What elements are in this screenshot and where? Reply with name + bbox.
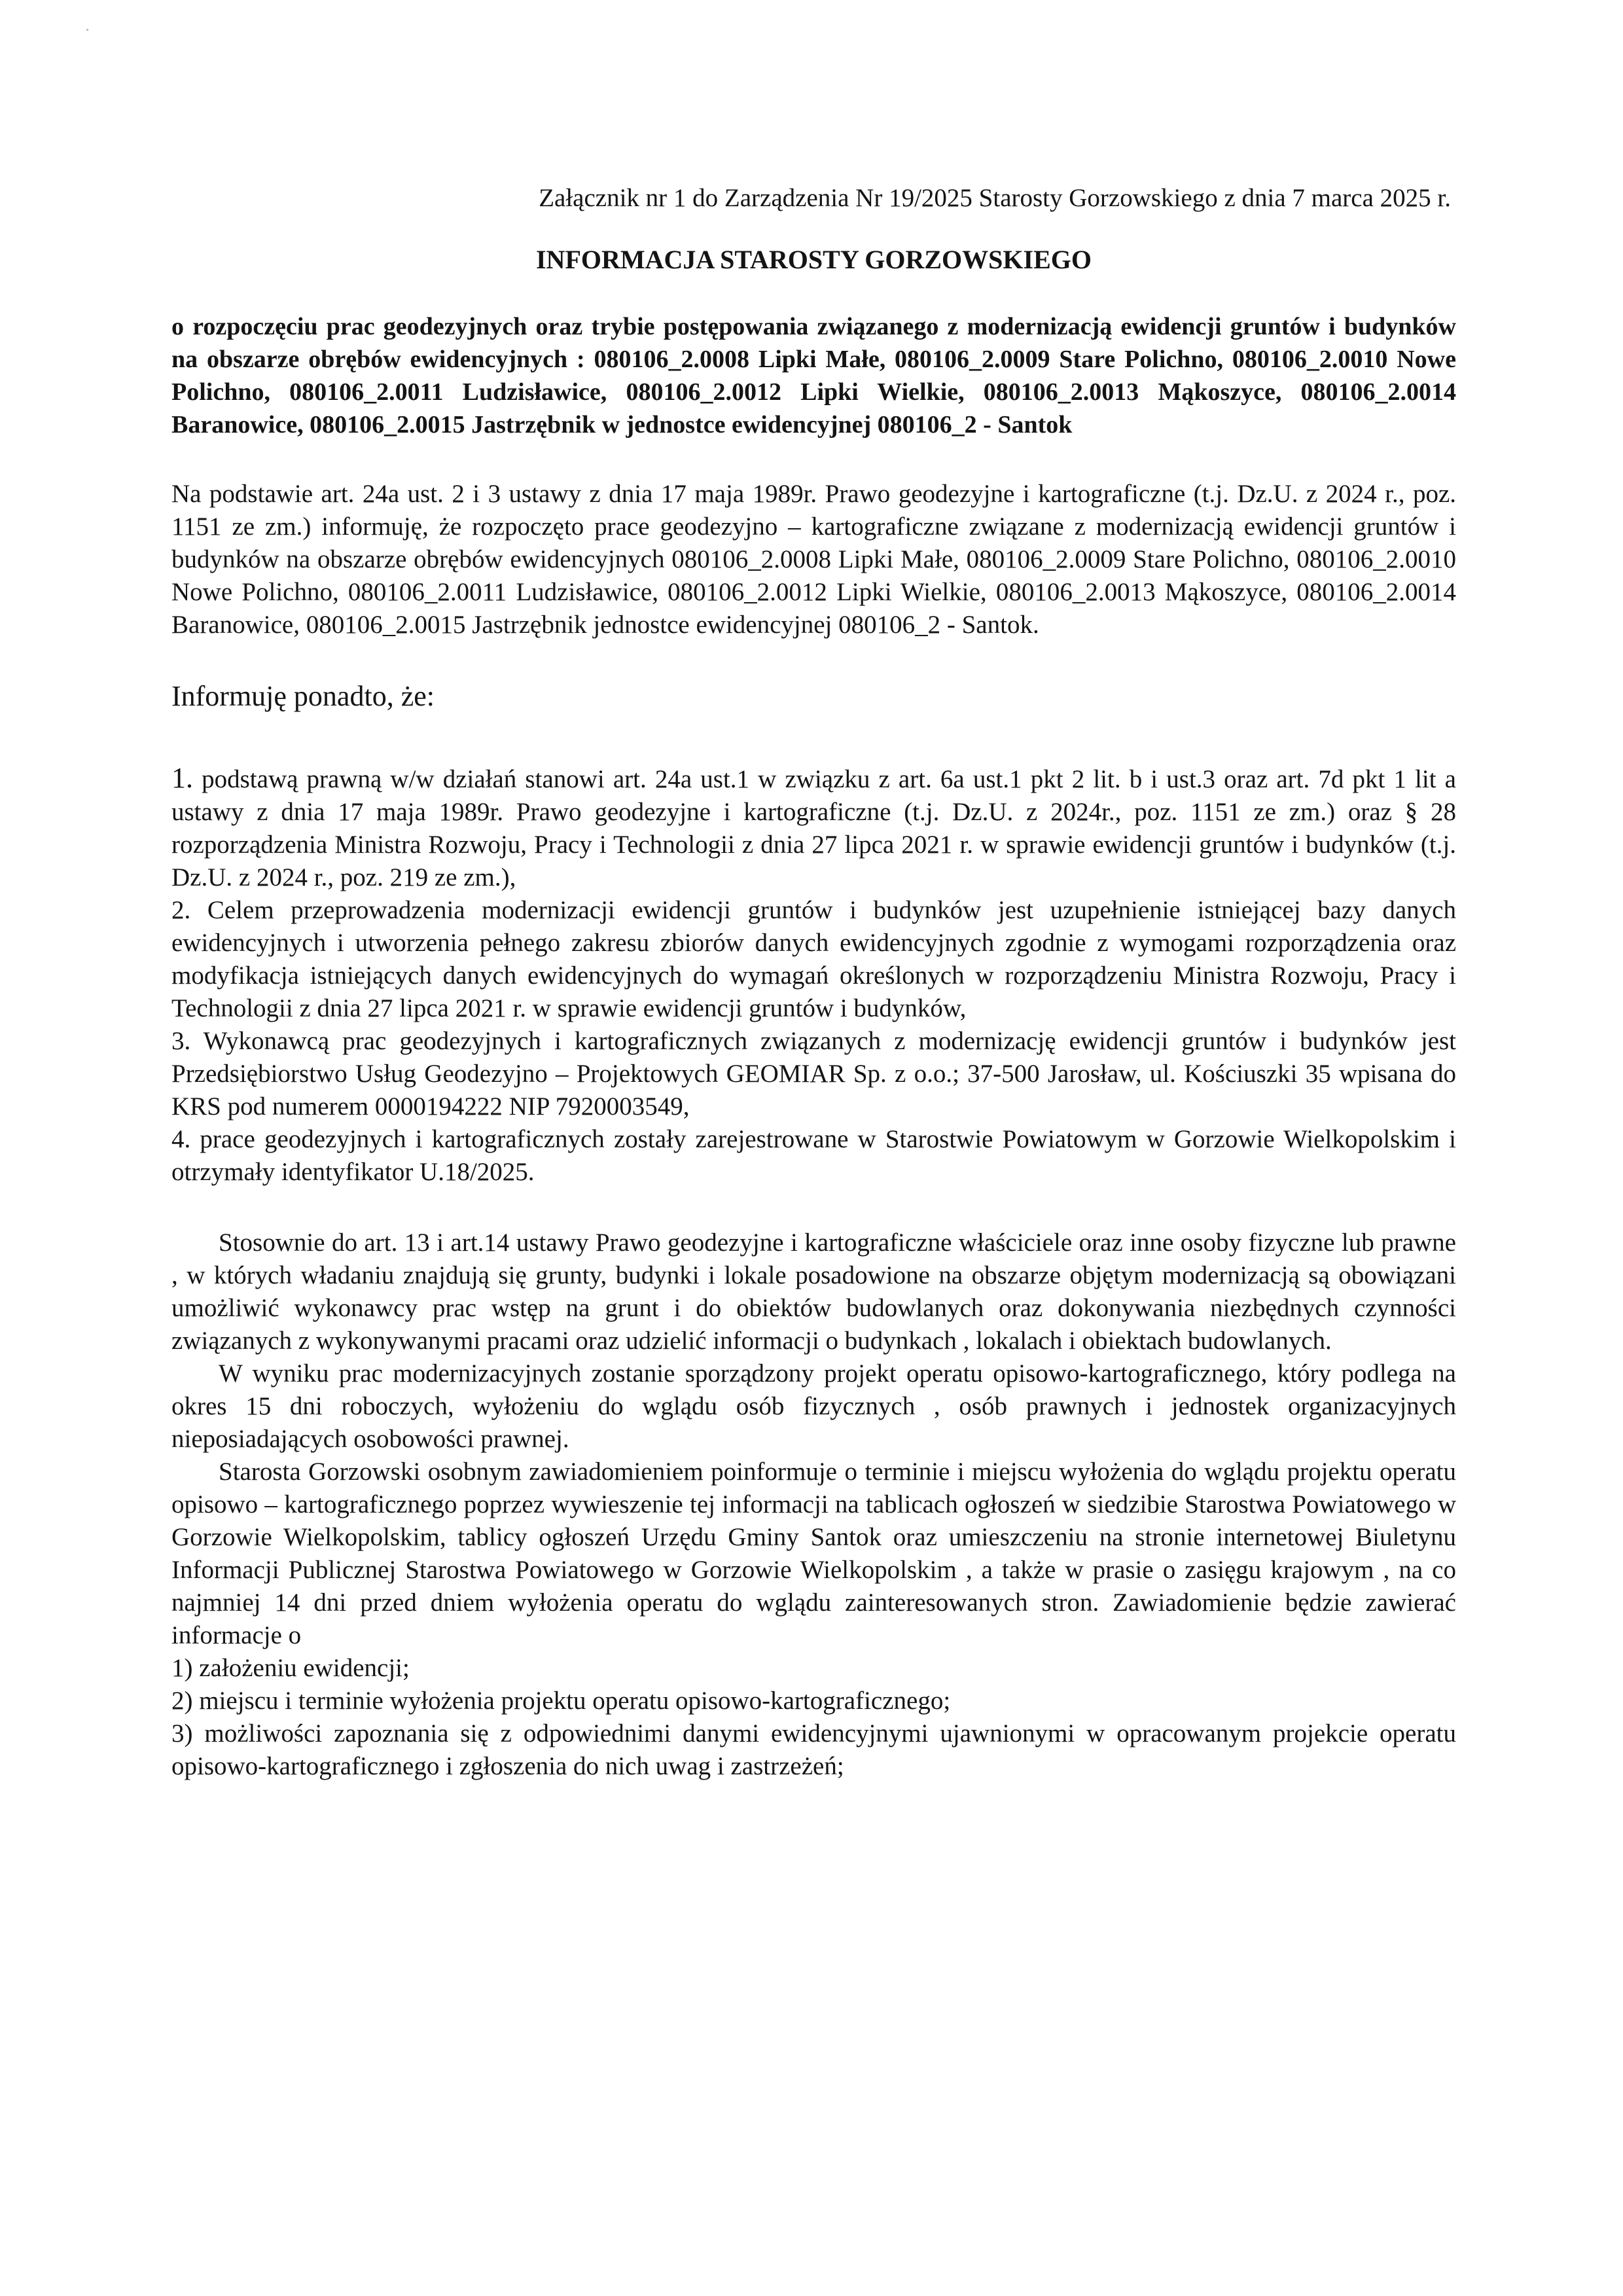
list-item-number: 1. xyxy=(171,762,193,794)
intro-paragraph: Na podstawie art. 24a ust. 2 i 3 ustawy z dnia 17 maja 1989r. Prawo geodezyjne i kartograficzne (t.j. Dz.U. z 2024 r., poz. 1151 ze zm.) informuję, że rozpoczęto prace geodezyjno – kartograficzne związane z modernizacją ewidencji gruntów i budynków na obszarze obrębów ewidencyjnych 080106_2.0008 Lipki Małe, 080106_2.0009 Stare Polichno, 080106_2.0010 Nowe Polichno, 080106_2.0011 Ludzisławice, 080106_2.0012 Lipki Wielkie, 080106_2.0013 Mąkoszyce, 080106_2.0014 Baranowice, 080106_2.0015 Jastrzębnik jednostce ewidencyjnej 080106_2 - Santok. xyxy=(171,480,1456,639)
body-paragraph: Stosownie do art. 13 i art.14 ustawy Prawo geodezyjne i kartograficzne właściciele oraz inne osoby fizyczne lub prawne , w których władaniu znajdują się grunty, budynki i lokale posadowione na obszarze objętym modernizacją są obowiązani umożliwić wykonawcy prac wstęp na grunt i do obiektów budowlanych oraz dokonywania niezbędnych czynności związanych z wykonywanymi pracami oraz udzielić informacji o budynkach , lokalach i obiektach budowlanych. xyxy=(171,1229,1456,1355)
scan-speck xyxy=(86,29,88,31)
list-item-text: Wykonawcą prac geodezyjnych i kartograficznych związanych z modernizację ewidencji gruntów i budynków jest Przedsiębiorstwo Usług Geodezyjno – Projektowych GEOMIAR Sp. z o.o.; 37-500 Jarosław, ul. Kościuszki 35 wpisana do KRS pod numerem 0000194222 NIP 7920003549, xyxy=(171,1027,1456,1121)
sublist-item: 2) miejscu i terminie wyłożenia projektu operatu opisowo-kartograficznego; xyxy=(171,1687,951,1715)
body-paragraph: W wyniku prac modernizacyjnych zostanie sporządzony projekt operatu opisowo-kartograficznego, który podlega na okres 15 dni roboczych, wyłożeniu do wglądu osób fizycznych , osób prawnych i jednostek organizacyjnych nieposiadających osobowości prawnej. xyxy=(171,1359,1456,1453)
lead-line: Informuję ponadto, że: xyxy=(171,680,435,712)
document-subtitle: o rozpoczęciu prac geodezyjnych oraz trybie postępowania związanego z modernizacją ewidencji gruntów i budynków na obszarze obrębów ewidencyjnych : 080106_2.0008 Lipki Małe, 080106_2.0009 Stare Polichno, 080106_2.0010 Nowe Polichno, 080106_2.0011 Ludzisławice, 080106_2.0012 Lipki Wielkie, 080106_2.0013 Mąkoszyce, 080106_2.0014 Baranowice, 080106_2.0015 Jastrzębnik w jednostce ewidencyjnej 080106_2 - Santok xyxy=(171,313,1456,439)
sublist-item: 3) możliwości zapoznania się z odpowiednimi danymi ewidencyjnymi ujawnionymi w opracowanym projekcie operatu opisowo-kartograficznego i zgłoszenia do nich uwag i zastrzeżeń; xyxy=(171,1719,1456,1780)
list-item xyxy=(171,1025,1456,1123)
sublist-item: 1) założeniu ewidencji; xyxy=(171,1654,410,1682)
numbered-list xyxy=(171,762,1456,1189)
list-item xyxy=(171,1123,1456,1189)
document-page xyxy=(171,181,1456,1783)
annex-header: Załącznik nr 1 do Zarządzenia Nr 19/2025 Starosty Gorzowskiego z dnia 7 marca 2025 r. xyxy=(539,184,1451,212)
list-item xyxy=(171,762,1456,894)
list-item-text: prace geodezyjnych i kartograficznych zostały zarejestrowane w Starostwie Powiatowym w Gorzowie Wielkopolskim i otrzymały identyfikator U.18/2025. xyxy=(171,1125,1456,1186)
list-item-number: 3. xyxy=(171,1027,191,1055)
body-section xyxy=(171,1227,1456,1783)
list-item-number: 2. xyxy=(171,896,191,924)
list-item-number: 4. xyxy=(171,1125,191,1153)
body-paragraph: Starosta Gorzowski osobnym zawiadomieniem poinformuje o terminie i miejscu wyłożenia do wglądu projektu operatu opisowo – kartograficznego poprzez wywieszenie tej informacji na tablicach ogłoszeń w siedzibie Starostwa Powiatowego w Gorzowie Wielkopolskim, tablicy ogłoszeń Urzędu Gminy Santok oraz umieszczeniu na stronie internetowej Biuletynu Informacji Publicznej Starostwa Powiatowego w Gorzowie Wielkopolskim , a także w prasie o zasięgu krajowym , na co najmniej 14 dni przed dniem wyłożenia operatu do wglądu zainteresowanych stron. Zawiadomienie będzie zawierać informacje o xyxy=(171,1458,1456,1649)
document-title: INFORMACJA STAROSTY GORZOWSKIEGO xyxy=(535,245,1092,274)
list-item-text: podstawą prawną w/w działań stanowi art. 24a ust.1 w związku z art. 6a ust.1 pkt 2 lit. b i ust.3 oraz art. 7d pkt 1 lit a ustawy z dnia 17 maja 1989r. Prawo geodezyjne i kartograficzne (t.j. Dz.U. z 2024r., poz. 1151 ze zm.) oraz § 28 rozporządzenia Ministra Rozwoju, Pracy i Technologii z dnia 27 lipca 2021 r. w sprawie ewidencji gruntów i budynków (t.j. Dz.U. z 2024 r., poz. 219 ze zm.), xyxy=(171,765,1456,891)
list-item xyxy=(171,894,1456,1025)
list-item-text: Celem przeprowadzenia modernizacji ewidencji gruntów i budynków jest uzupełnienie istniejącej bazy danych ewidencyjnych i utworzenia pełnego zakresu zbiorów danych ewidencyjnych zgodnie z wymogami rozporządzenia oraz modyfikacja istniejących danych ewidencyjnych do wymagań określonych w rozporządzeniu Ministra Rozwoju, Pracy i Technologii z dnia 27 lipca 2021 r. w sprawie ewidencji gruntów i budynków, xyxy=(171,896,1456,1022)
